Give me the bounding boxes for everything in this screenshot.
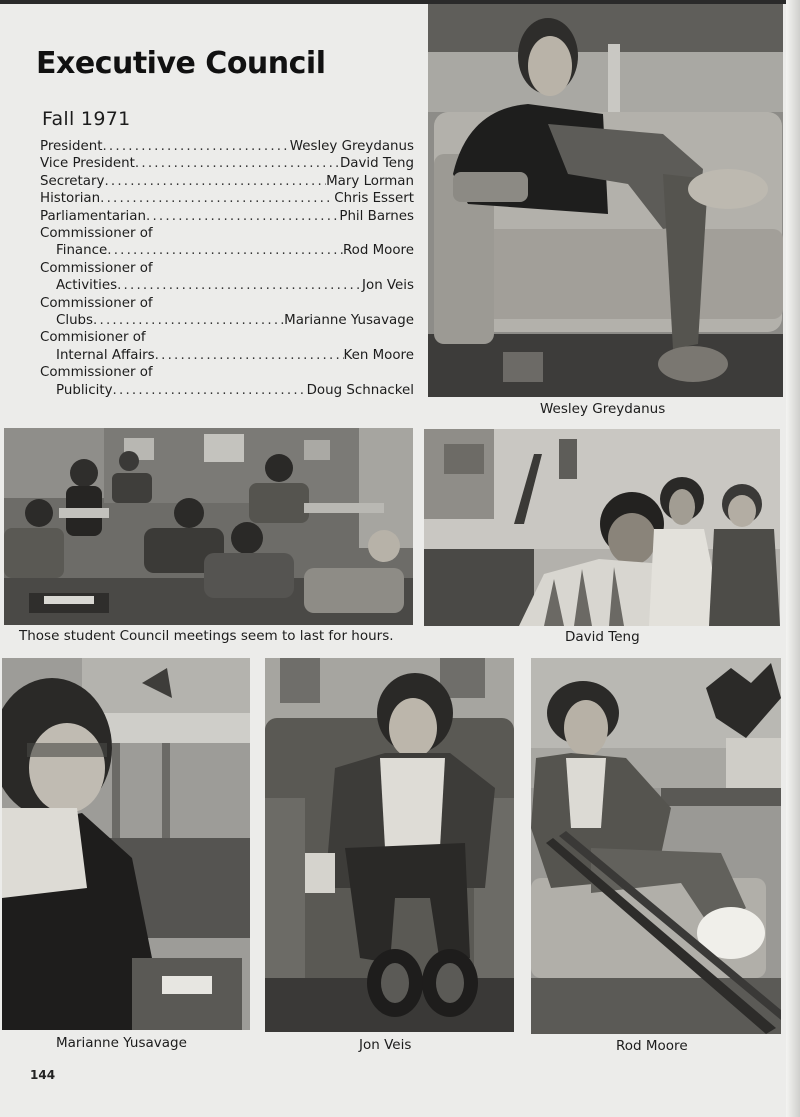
- roster-section-heading: Commissioner of: [40, 365, 153, 381]
- page-binding-edge: [786, 0, 800, 1117]
- officer-name: Chris Essert: [334, 191, 414, 207]
- roster-row: [40, 277, 414, 294]
- dot-leader: [146, 208, 339, 225]
- caption-wesley-greydanus: Wesley Greydanus: [540, 401, 666, 417]
- season-heading: Fall 1971: [42, 108, 131, 130]
- roster-row: [40, 382, 414, 399]
- officer-roster: [40, 138, 414, 399]
- dot-leader: [135, 155, 340, 172]
- caption-david-teng: David Teng: [565, 629, 640, 645]
- photo-wesley-greydanus: [428, 4, 783, 397]
- photo-david-teng: [424, 429, 780, 626]
- office-label: Publicity: [56, 382, 113, 398]
- roster-row: [40, 347, 414, 364]
- photo-rod-moore: [531, 658, 781, 1034]
- office-label: Vice President: [40, 156, 135, 172]
- roster-row: [40, 190, 414, 207]
- officer-name: Rod Moore: [342, 243, 414, 259]
- office-label: Internal Affairs: [56, 347, 155, 363]
- roster-section-heading: Commissioner of: [40, 226, 153, 242]
- office-label: Historian: [40, 191, 101, 207]
- office-label: Activities: [56, 278, 118, 294]
- roster-section-heading: Commissioner of: [40, 295, 153, 311]
- dot-leader: [102, 138, 289, 155]
- caption-jon-veis: Jon Veis: [359, 1037, 412, 1053]
- caption-marianne-yusavage: Marianne Yusavage: [56, 1035, 187, 1051]
- dot-leader: [100, 190, 334, 207]
- caption-council-meeting: Those student Council meetings seem to last for hours.: [19, 628, 394, 644]
- dot-leader: [155, 347, 344, 364]
- caption-rod-moore: Rod Moore: [616, 1038, 688, 1054]
- officer-name: Doug Schnackel: [306, 382, 414, 398]
- dot-leader: [93, 312, 284, 329]
- officer-name: Ken Moore: [343, 347, 414, 363]
- officer-name: Wesley Greydanus: [289, 139, 414, 154]
- dot-leader: [117, 277, 362, 294]
- office-label: Clubs: [56, 313, 94, 329]
- page-title: Executive Council: [36, 46, 326, 81]
- roster-row: [40, 155, 414, 172]
- page-number: 144: [30, 1068, 56, 1082]
- dot-leader: [113, 382, 307, 399]
- officer-name: Marianne Yusavage: [284, 313, 414, 329]
- dot-leader: [104, 173, 326, 190]
- roster-section-heading: Commissioner of: [40, 260, 153, 276]
- officer-name: David Teng: [339, 156, 414, 172]
- office-label: Secretary: [40, 173, 105, 189]
- officer-name: Jon Veis: [362, 278, 414, 294]
- roster-row: [40, 138, 414, 155]
- roster-row: [40, 173, 414, 190]
- photo-council-meeting: [4, 428, 413, 625]
- officer-name: Phil Barnes: [339, 208, 414, 224]
- office-label: Finance: [56, 243, 108, 259]
- roster-row: [40, 208, 414, 225]
- photo-jon-veis: [265, 658, 514, 1032]
- roster-row: [40, 312, 414, 329]
- photo-marianne-yusavage: [2, 658, 250, 1030]
- dot-leader: [107, 242, 343, 259]
- office-label: President: [40, 139, 103, 154]
- officer-name: Mary Lorman: [326, 173, 414, 189]
- office-label: Parliamentarian: [40, 208, 146, 224]
- roster-row: [40, 242, 414, 259]
- roster-section-heading: Commisioner of: [40, 330, 146, 346]
